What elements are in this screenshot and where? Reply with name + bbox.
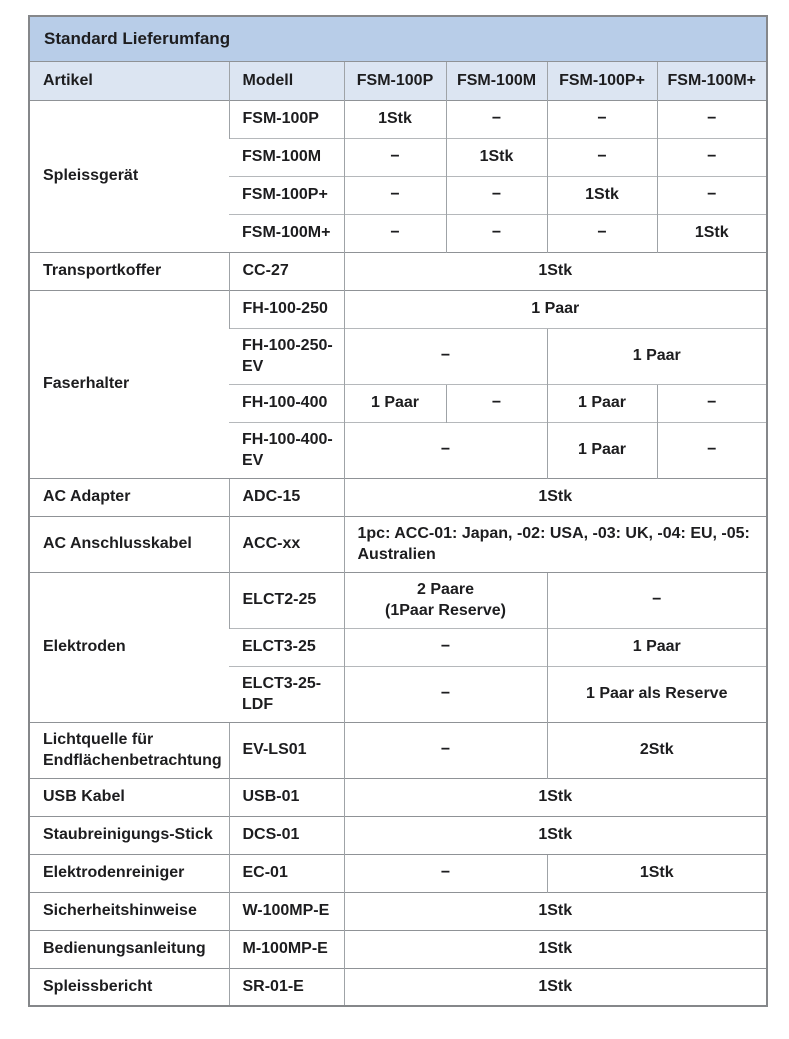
value-line: 2 Paare <box>417 580 474 598</box>
artikel-cell: Spleissgerät <box>29 100 229 252</box>
value-cell: 1 Paar <box>344 384 446 422</box>
value-cell: 1 Paar <box>344 290 767 328</box>
modell-cell: ADC-15 <box>229 478 344 516</box>
value-cell: 1Stk <box>446 138 547 176</box>
modell-cell: FSM-100M+ <box>229 214 344 252</box>
column-header-fsm100m: FSM-100M <box>446 61 547 100</box>
value-cell: − <box>344 666 547 722</box>
value-cell: 1Stk <box>344 892 767 930</box>
value-cell: − <box>344 138 446 176</box>
value-cell: − <box>344 628 547 666</box>
modell-cell: ELCT2-25 <box>229 572 344 628</box>
artikel-cell: AC Adapter <box>29 478 229 516</box>
value-cell: − <box>344 176 446 214</box>
artikel-cell: Elektrodenreiniger <box>29 854 229 892</box>
modell-cell: FSM-100P <box>229 100 344 138</box>
column-header-fsm100mplus: FSM-100M+ <box>657 61 767 100</box>
value-cell: − <box>446 384 547 422</box>
value-cell: 1pc: ACC-01: Japan, -02: USA, -03: UK, -04: EU, -05: Australien <box>344 516 767 572</box>
column-header-modell: Modell <box>229 61 344 100</box>
value-cell: − <box>547 100 657 138</box>
modell-cell: USB-01 <box>229 778 344 816</box>
value-cell: − <box>344 854 547 892</box>
value-cell: 1Stk <box>344 968 767 1006</box>
value-cell: − <box>657 100 767 138</box>
column-header-fsm100pplus: FSM-100P+ <box>547 61 657 100</box>
column-header-artikel: Artikel <box>29 61 229 100</box>
column-header-fsm100p: FSM-100P <box>344 61 446 100</box>
modell-cell: SR-01-E <box>229 968 344 1006</box>
value-cell: − <box>344 328 547 384</box>
value-cell: 1 Paar als Reserve <box>547 666 767 722</box>
modell-cell: EC-01 <box>229 854 344 892</box>
artikel-cell: Bedienungsanleitung <box>29 930 229 968</box>
value-cell: 2Stk <box>547 722 767 778</box>
artikel-cell: Transportkoffer <box>29 252 229 290</box>
value-cell: 1Stk <box>344 100 446 138</box>
value-cell: − <box>446 100 547 138</box>
value-cell: 1Stk <box>344 930 767 968</box>
modell-cell: ACC-xx <box>229 516 344 572</box>
value-cell: − <box>547 572 767 628</box>
value-cell: 1 Paar <box>547 328 767 384</box>
value-cell <box>344 572 547 628</box>
value-cell: − <box>446 214 547 252</box>
table-title: Standard Lieferumfang <box>29 16 767 61</box>
artikel-cell: AC Anschlusskabel <box>29 516 229 572</box>
modell-cell: CC-27 <box>229 252 344 290</box>
value-cell: − <box>657 176 767 214</box>
modell-cell: EV-LS01 <box>229 722 344 778</box>
value-cell: − <box>344 214 446 252</box>
modell-cell: FH-100-400 <box>229 384 344 422</box>
value-cell: 1 Paar <box>547 628 767 666</box>
value-cell: − <box>657 138 767 176</box>
modell-cell: FH-100-400-EV <box>229 422 344 478</box>
modell-cell: ELCT3-25 <box>229 628 344 666</box>
modell-cell: FH-100-250-EV <box>229 328 344 384</box>
value-line: (1Paar Reserve) <box>385 602 506 619</box>
value-cell: 1Stk <box>344 778 767 816</box>
modell-cell: FH-100-250 <box>229 290 344 328</box>
value-cell: 1Stk <box>344 478 767 516</box>
artikel-cell: Staubreinigungs-Stick <box>29 816 229 854</box>
value-cell: − <box>657 422 767 478</box>
value-cell: 1 Paar <box>547 384 657 422</box>
artikel-cell: Elektroden <box>29 572 229 722</box>
value-cell: − <box>344 422 547 478</box>
lieferumfang-table <box>28 15 768 1007</box>
modell-cell: ELCT3-25-LDF <box>229 666 344 722</box>
artikel-cell: Lichtquelle für Endflächenbetrachtung <box>29 722 229 778</box>
modell-cell: W-100MP-E <box>229 892 344 930</box>
value-cell: 1 Paar <box>547 422 657 478</box>
modell-cell: DCS-01 <box>229 816 344 854</box>
value-cell: 1Stk <box>657 214 767 252</box>
modell-cell: FSM-100P+ <box>229 176 344 214</box>
value-cell: 1Stk <box>344 252 767 290</box>
artikel-cell: Sicherheitshinweise <box>29 892 229 930</box>
value-cell: 1Stk <box>547 176 657 214</box>
artikel-cell: USB Kabel <box>29 778 229 816</box>
artikel-cell: Spleissbericht <box>29 968 229 1006</box>
value-cell: 1Stk <box>344 816 767 854</box>
value-cell: − <box>547 214 657 252</box>
modell-cell: FSM-100M <box>229 138 344 176</box>
value-cell: − <box>657 384 767 422</box>
value-cell: − <box>547 138 657 176</box>
value-cell: − <box>446 176 547 214</box>
modell-cell: M-100MP-E <box>229 930 344 968</box>
value-cell: − <box>344 722 547 778</box>
value-cell: 1Stk <box>547 854 767 892</box>
artikel-cell: Faserhalter <box>29 290 229 478</box>
